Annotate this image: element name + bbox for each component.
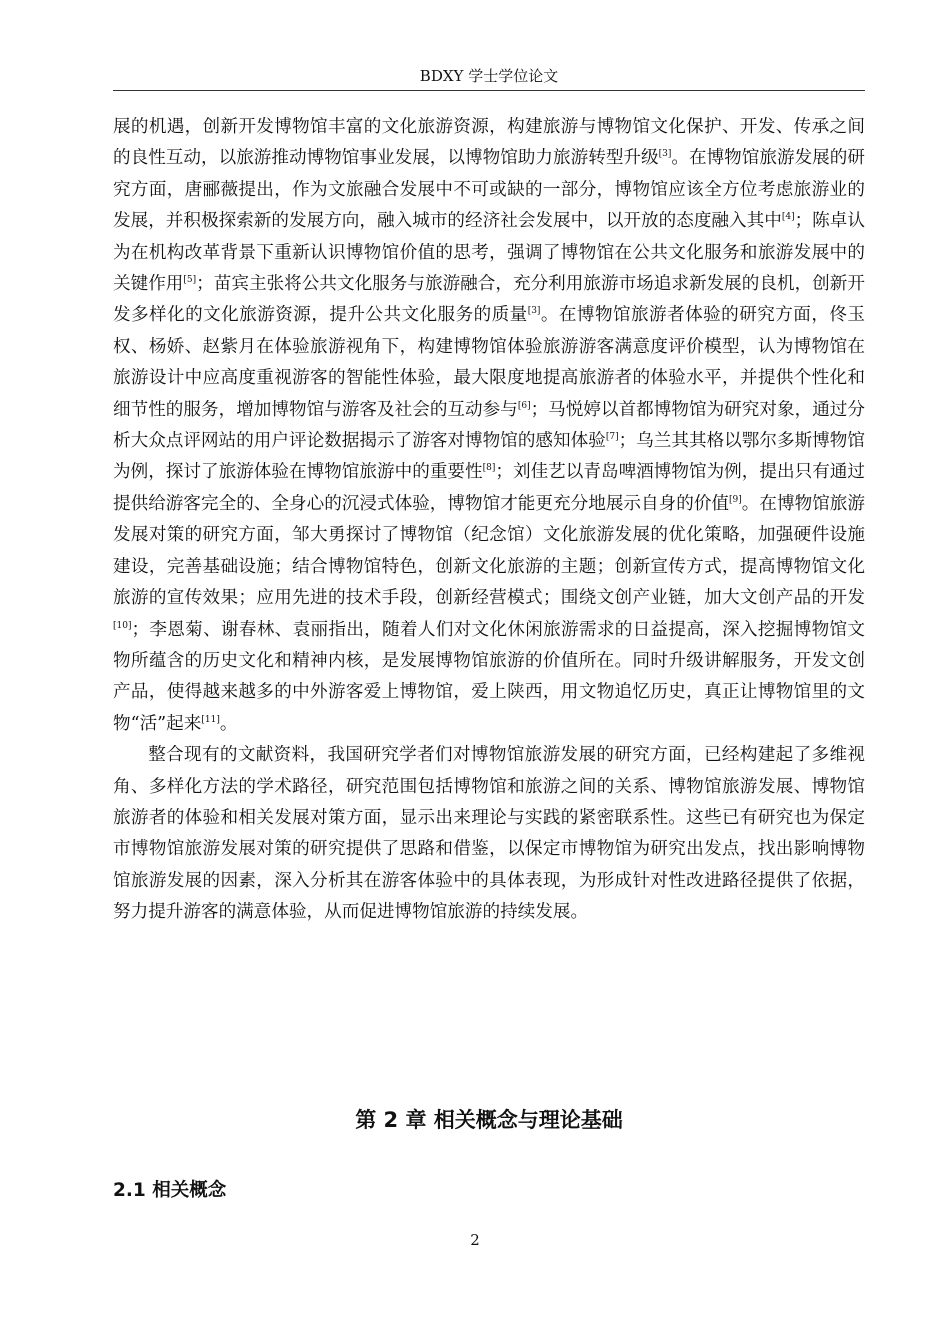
citation: [3]	[527, 306, 541, 317]
paragraph-text: ；乌兰其其格以鄂尔多斯博物馆为例，探讨了旅游体验在博物馆旅游中的重要性	[113, 431, 865, 483]
paragraph-text: 。在博物馆旅游者体验的研究方面，佟玉权、杨娇、赵紫月在体验旅游视角下，构建博物馆体验旅游游客满意度评价模型，认为博物馆在旅游设计中应高度重视游客的智能性体验，最大限度地提高旅游者的体验水平，并提供个性化和细节性的服务，增加博物馆与游客及社会的互动参与	[113, 305, 865, 420]
body-text	[113, 112, 865, 929]
page-number: 2	[470, 1231, 480, 1249]
paragraph-text: ；马悦婷以首都博物馆为研究对象，通过分析大众点评网站的用户评论数据揭示了游客对博物馆的感知体验	[113, 399, 865, 452]
citation: [4]	[781, 212, 795, 223]
paragraph-continued	[113, 112, 865, 740]
citation: [7]	[605, 432, 619, 443]
citation: [9]	[729, 494, 742, 505]
chapter-title: 第 2 章 相关概念与理论基础	[355, 1108, 623, 1132]
paragraph-text: ；李恩菊、谢春林、袁丽指出，随着人们对文化休闲旅游需求的日益提高，深入挖掘博物馆文物所蕴含的历史文化和精神内核，是发展博物馆旅游的价值所在。同时升级讲解服务，开发文创产品，使得越来越多的中外游客爱上博物馆，爱上陕西，用文物追忆历史，真正让博物馆里的文物“活”起来	[113, 619, 865, 734]
running-header	[113, 64, 865, 91]
paragraph-text: 展的机遇，创新开发博物馆丰富的文化旅游资源，构建旅游与博物馆文化保护、开发、传承之间的良性互动，以旅游推动博物馆事业发展，以博物馆助力旅游转型升级	[113, 117, 865, 169]
citation: [11]	[201, 714, 220, 725]
paragraph-text: 。	[219, 713, 238, 734]
section-title: 2.1 相关概念	[113, 1180, 227, 1201]
paragraph-text: ；陈卓认为在机构改革背景下重新认识博物馆价值的思考，强调了博物馆在公共文化服务和旅游发展中的关键作用	[113, 211, 865, 295]
citation: [10]	[113, 620, 132, 631]
citation: [3]	[658, 149, 672, 160]
paragraph-text: 。在博物馆旅游发展的研究方面，唐郦薇提出，作为文旅融合发展中不可或缺的一部分，博物馆应该全方位考虑旅游业的发展，并积极探索新的发展方向，融入城市的经济社会发展中，以开放的态度融入其中	[113, 148, 865, 232]
citation: [5]	[183, 275, 197, 286]
citation: [8]	[482, 463, 496, 474]
paragraph-summary: 整合现有的文献资料，我国研究学者们对博物馆旅游发展的研究方面，已经构建起了多维视角、多样化方法的学术路径，研究范围包括博物馆和旅游之间的关系、博物馆旅游发展、博物馆旅游者的体验和相关发展对策方面，显示出来理论与实践的紧密联系性。这些已有研究也为保定市博物馆旅游发展对策的研究提供了思路和借鉴，以保定市博物馆为研究出发点，找出影响博物馆旅游发展的因素，深入分析其在游客体验中的具体表现，为形成针对性改进路径提供了依据，努力提升游客的满意体验，从而促进博物馆旅游的持续发展。	[113, 745, 865, 923]
paragraph-text: 。在博物馆旅游发展对策的研究方面，邹大勇探讨了博物馆（纪念馆）文化旅游发展的优化策略，加强硬件设施建设，完善基础设施；结合博物馆特色，创新文化旅游的主题；创新宣传方式，提高博物馆文化旅游的宣传效果；应用先进的技术手段，创新经营模式；围绕文创产业链，加大文创产品的开发	[113, 493, 865, 609]
citation: [6]	[517, 400, 531, 411]
paragraph-text: ；苗宾主张将公共文化服务与旅游融合，充分利用旅游市场追求新发展的良机，创新开发多样化的文化旅游资源，提升公共文化服务的质量	[113, 274, 865, 326]
running-header-title: BDXY 学士学位论文	[419, 67, 559, 85]
paragraph-text: ；刘佳艺以青岛啤酒博物馆为例，提出只有通过提供给游客完全的、全身心的沉浸式体验，博物馆才能更充分地展示自身的价值	[113, 462, 865, 514]
